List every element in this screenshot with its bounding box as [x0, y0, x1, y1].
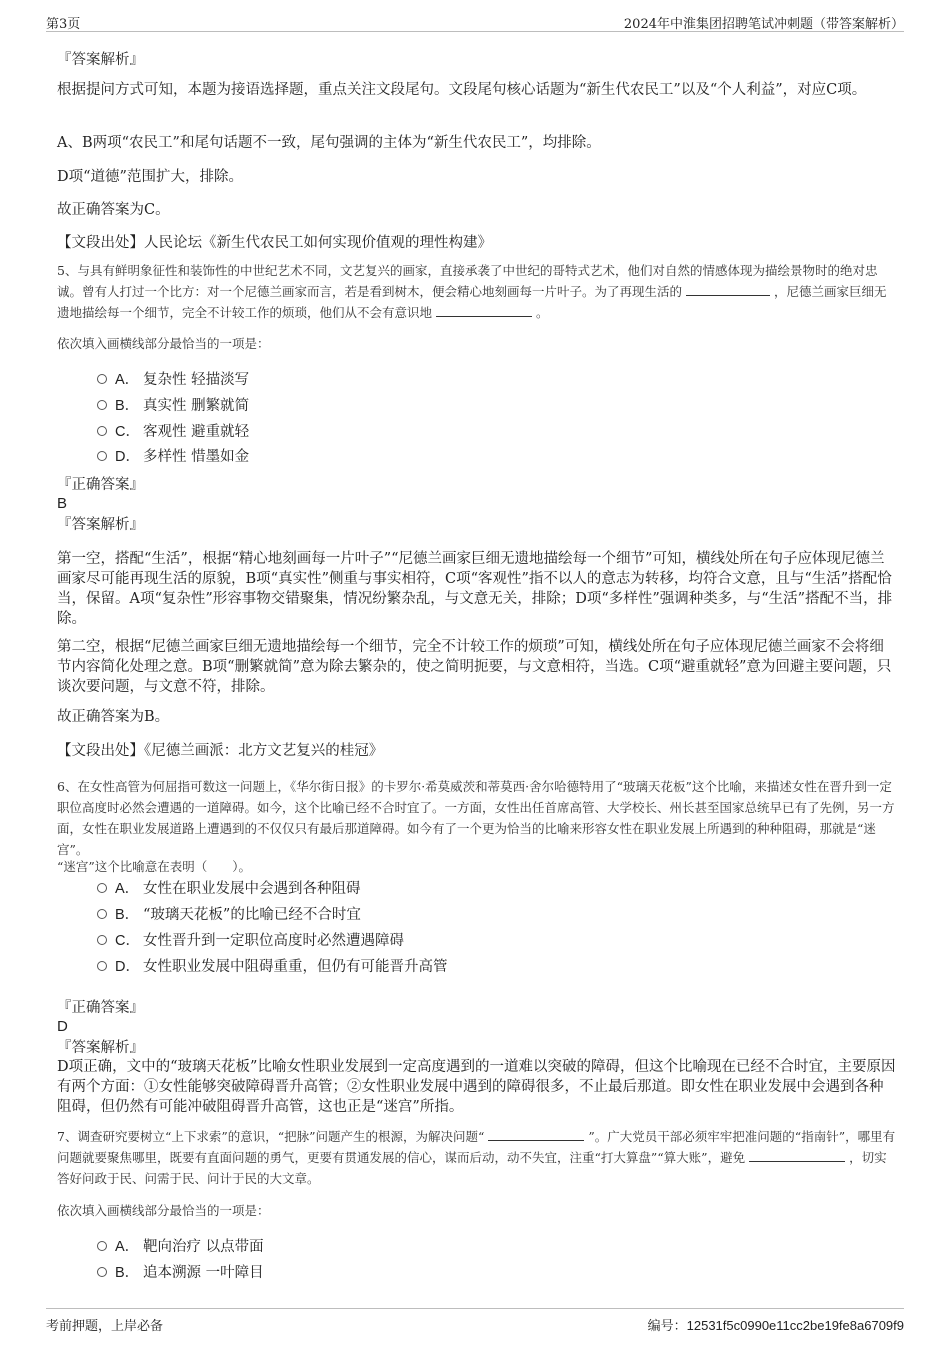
q6-option-c[interactable]: C． 女性晋升到一定职位高度时必然遭遇障碍 [97, 931, 404, 951]
q6-correct-answer: D [57, 1018, 68, 1035]
radio-icon[interactable] [97, 374, 107, 384]
radio-icon[interactable] [97, 883, 107, 893]
radio-icon[interactable] [97, 909, 107, 919]
blank-2 [436, 303, 532, 317]
document-title: 2024年中淮集团招聘笔试冲刺题（带答案解析） [623, 17, 904, 32]
q5-correct-label: 『正确答案』 [57, 477, 144, 493]
q5-prompt: 依次填入画横线部分最恰当的一项是： [57, 336, 270, 351]
q4-conclusion: 故正确答案为C。 [57, 202, 170, 218]
radio-icon[interactable] [97, 961, 107, 971]
q4-analysis-p1: 根据提问方式可知，本题为接语选择题，重点关注文段尾句。文段尾句核心话题为“新生代农民工”以及“个人利益”，对应C项。 [57, 82, 867, 98]
q5-analysis-p1: 第一空，搭配“生活”，根据“精心地刻画每一片叶子”“尼德兰画家巨细无遗地描绘每一个细节”可知，横线处所在句子应体现尼德兰画家尽可能再现生活的原貌，B项“真实性”侧重与事实相符，C项“客观性”指不以人的意志为转移，均符合文意，且与“生活”搭配恰当，保留。A项“复杂性”形容事物交错聚集，情况纷繁杂乱，与文意无关，排除；D项“多样性”强调种类多，与“生活”搭配不当，排除。 [57, 551, 893, 627]
page-number: 第3页 [46, 17, 81, 32]
q7-prompt: 依次填入画横线部分最恰当的一项是： [57, 1203, 270, 1218]
radio-icon[interactable] [97, 451, 107, 461]
footer-slogan: 考前押题，上岸必备 [46, 1319, 164, 1334]
blank-1 [686, 282, 770, 296]
q6-option-d[interactable]: D． 女性职业发展中阻碍重重，但仍有可能晋升高管 [97, 957, 448, 977]
q6-analysis-label: 『答案解析』 [57, 1040, 144, 1056]
q4-source: 【文段出处】人民论坛《新生代农民工如何实现价值观的理性构建》 [57, 235, 492, 251]
radio-icon[interactable] [97, 1241, 107, 1251]
q6-stem: 6、在女性高管为何屈指可数这一问题上，《华尔街日报》的卡罗尔·希莫威茨和蒂莫西·舍尔哈德特用了“玻璃天花板”这个比喻，来描述女性在晋升到一定职位高度时必然会遭遇的一道障碍。如今，这个比喻已经不合时宜了。一方面，女性出任首席高管、大学校长、州长甚至国家总统早已有了先例，另一方面，女性在职业发展道路上遭遇到的不仅仅只有最后那道障碍。如今有了一个更为恰当的比喻来形容女性在职业发展上所遇到的种种阻碍，那就是“迷宫”。 [57, 779, 895, 857]
q5-analysis-p2: 第二空，根据“尼德兰画家巨细无遗地描绘每一个细节，完全不计较工作的烦琐”可知，横线处所在句子应体现尼德兰画家不会将细节内容简化处理之意。B项“删繁就简”意为除去繁杂的，使之简明扼要，与文意相符，当选。C项“避重就轻”意为回避主要问题，只谈次要问题，与文意不符，排除。 [57, 639, 892, 695]
q7-stem: 7、调查研究要树立“上下求索”的意识，“把脉”问题产生的根源，为解决问题“ ”。广大党员干部必须牢牢把准问题的“指南针”，哪里有问题就要聚焦哪里，既要有直面问题的勇气，更要有贯通发展的信心，谋而后动，动不失宜，注重“打大算盘”“算大账”，避免 ，切实答好问政于民、问需于民、问计于民的大文章。 [57, 1129, 896, 1186]
page-header [46, 10, 904, 32]
radio-icon[interactable] [97, 400, 107, 410]
q6-question: “迷宫”这个比喻意在表明（ ）。 [57, 859, 252, 874]
q5-correct-answer: B [57, 495, 68, 512]
q4-analysis-p3: D项“道德”范围扩大，排除。 [57, 169, 243, 185]
document-code: 编号：12531f5c0990e11cc2be19fe8a6709f9 [647, 1318, 904, 1334]
q6-option-a[interactable]: A． 女性在职业发展中会遇到各种阻碍 [97, 879, 361, 899]
q5-option-a[interactable]: A． 复杂性 轻描淡写 [97, 370, 249, 390]
radio-icon[interactable] [97, 935, 107, 945]
radio-icon[interactable] [97, 1267, 107, 1277]
q6-correct-label: 『正确答案』 [57, 1000, 144, 1016]
blank-1 [488, 1127, 584, 1141]
q5-source: 【文段出处】《尼德兰画派：北方文艺复兴的桂冠》 [57, 743, 384, 759]
q5-conclusion: 故正确答案为B。 [57, 709, 170, 725]
q5-option-c[interactable]: C． 客观性 避重就轻 [97, 422, 249, 442]
page-footer [46, 1308, 904, 1334]
q5-option-d[interactable]: D． 多样性 惜墨如金 [97, 447, 249, 467]
q5-analysis-label: 『答案解析』 [57, 517, 144, 533]
q6-analysis-p1: D项正确，文中的“玻璃天花板”比喻女性职业发展到一定高度遇到的一道难以突破的障碍，但这个比喻现在已经不合时宜，主要原因有两个方面：①女性能够突破障碍晋升高管；②女性职业发展中遇到的障碍很多，不止最后那道。即女性在职业发展中会遇到各种阻碍，但仍然有可能冲破阻碍晋升高管，这也正是“迷宫”所指。 [57, 1059, 896, 1115]
q7-option-b[interactable]: B． 追本溯源 一叶障目 [97, 1263, 264, 1283]
q4-analysis-label: 『答案解析』 [57, 52, 144, 68]
blank-2 [749, 1148, 845, 1162]
radio-icon[interactable] [97, 426, 107, 436]
q5-option-b[interactable]: B． 真实性 删繁就简 [97, 396, 249, 416]
q5-stem: 5、与具有鲜明象征性和装饰性的中世纪艺术不同，文艺复兴的画家，直接承袭了中世纪的哥特式艺术，他们对自然的情感体现为描绘景物时的绝对忠诚。曾有人打过一个比方：对一个尼德兰画家而言，若是看到树木，便会精心地刻画每一片叶子。为了再现生活的 ，尼德兰画家巨细无遗地描绘每一个细节，完全不计较工作的烦琐，他们从不会有意识地 。 [57, 263, 887, 320]
q6-option-b[interactable]: B． “玻璃天花板”的比喻已经不合时宜 [97, 905, 361, 925]
q7-option-a[interactable]: A． 靶向治疗 以点带面 [97, 1237, 264, 1257]
q4-analysis-p2: A、B两项“农民工”和尾句话题不一致，尾句强调的主体为“新生代农民工”，均排除。 [57, 135, 601, 151]
